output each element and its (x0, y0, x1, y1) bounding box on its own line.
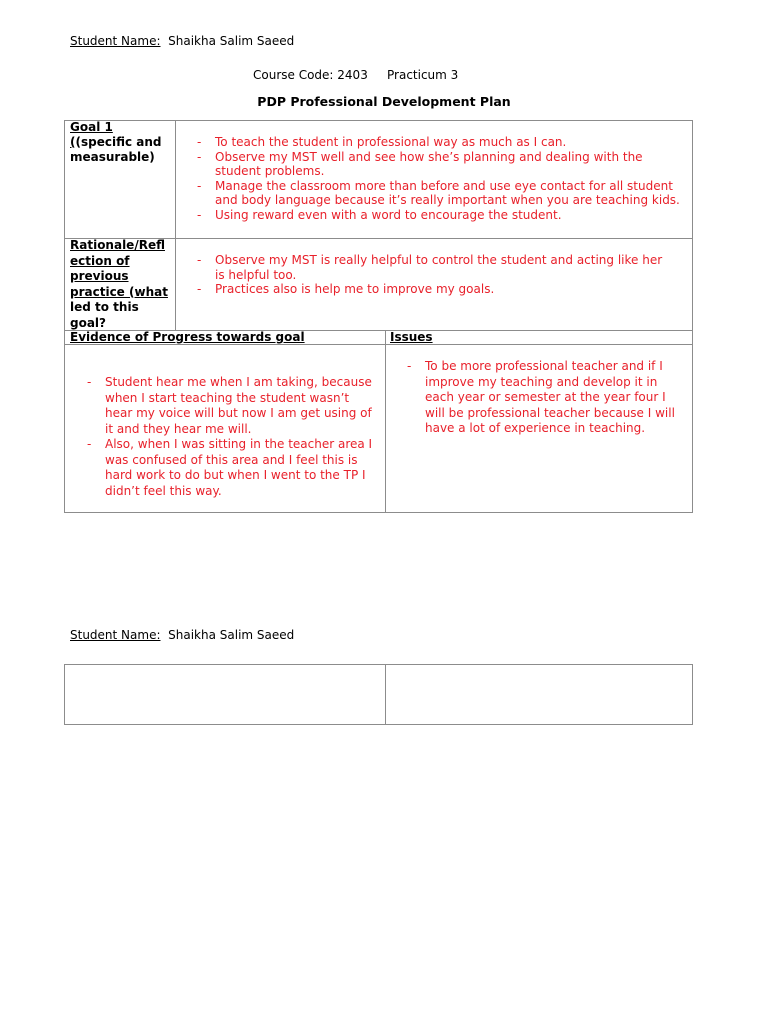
issues-header: Issues (390, 330, 433, 344)
rationale-list (197, 253, 667, 297)
list-item: - Using reward even with a word to encourage the student. (197, 208, 689, 223)
issues-list (407, 359, 687, 437)
goal-label: Goal 1 ((specific and measurable) (70, 120, 162, 164)
list-item: - Observe my MST well and see how she’s planning and dealing with the student problems. (197, 150, 689, 179)
evidence-list (87, 375, 377, 499)
course-code: Course Code: 2403 (253, 68, 368, 82)
student-name-label: Student Name: (70, 628, 161, 642)
practicum: Practicum 3 (387, 68, 459, 82)
goal-list (197, 135, 689, 222)
list-item: - To teach the student in professional way as much as I can. (197, 135, 689, 150)
list-item: - Observe my MST is really helpful to control the student and acting like her is helpful too. (197, 253, 667, 282)
student-name-value: Shaikha Salim Saeed (168, 34, 295, 48)
list-item: - Manage the classroom more than before and use eye contact for all student and body language because it’s really important when you are teaching kids. (197, 179, 689, 208)
empty-table (64, 664, 693, 725)
list-item: - Practices also is help me to improve my goals. (197, 282, 667, 297)
student-name-label: Student Name: (70, 34, 161, 48)
student-name-value: Shaikha Salim Saeed (168, 628, 295, 642)
student-name-row-2 (70, 628, 294, 643)
list-item: - Also, when I was sitting in the teacher area I was confused of this area and I feel this is hard work to do but when I went to the TP I didn’t feel this way. (87, 437, 377, 499)
page-title: PDP Professional Development Plan (257, 94, 511, 109)
rationale-label: Rationale/Refl ection of previous practice (what led to this goal? (70, 238, 168, 330)
list-item: - To be more professional teacher and if I improve my teaching and develop it in each year or semester at the year four I will be professional teacher because I will have a lot of experience in teaching. (407, 359, 687, 437)
list-item: - Student hear me when I am taking, because when I start teaching the student wasn’t hear my voice will but now I am get using of it and they hear me will. (87, 375, 377, 437)
evidence-header: Evidence of Progress towards goal (70, 330, 305, 344)
student-name-row (70, 34, 294, 49)
